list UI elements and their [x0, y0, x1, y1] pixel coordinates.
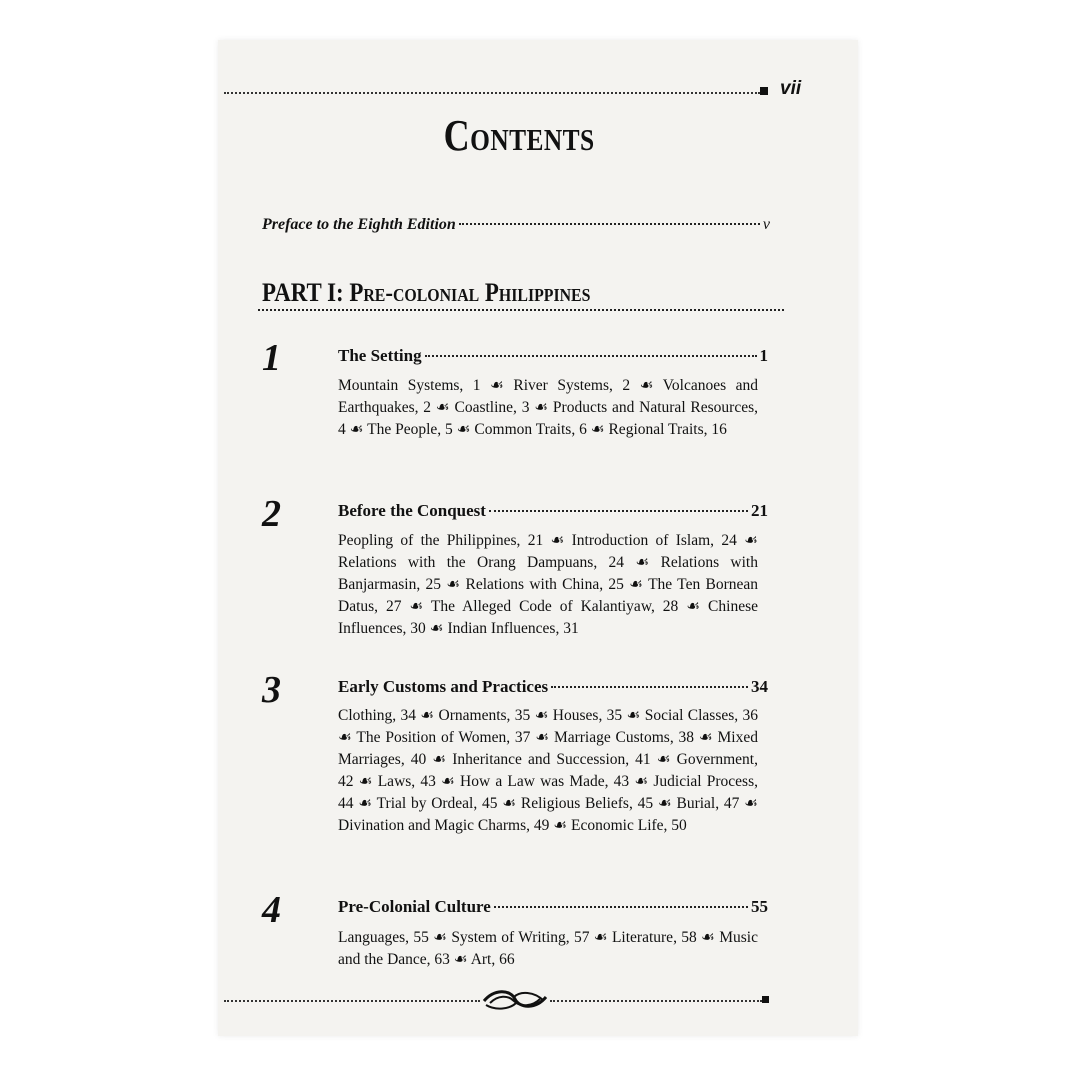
header-dotted-rule: [224, 92, 760, 94]
chapter-description: Peopling of the Philippines, 21 ☙ Introduction of Islam, 24 ☙ Relations with the Orang Dampuans, 24 ☙ Relations with Banjarmasin, 25 ☙ Relations with China, 25 ☙ The Ten Bornean Datus, 27 ☙ The Alleged Code of Kalantiyaw, 28 ☙ Chinese Influences, 30 ☙ Indian Influences, 31: [338, 532, 758, 637]
dot-leader: [459, 223, 760, 225]
part-heading: [262, 278, 590, 308]
footer-dotted-rule-right: [550, 1000, 762, 1002]
footer-dotted-rule-left: [224, 1000, 480, 1002]
preface-entry: [262, 216, 770, 234]
swirl-flourish-icon: [480, 985, 550, 1015]
header-square-icon: [760, 87, 768, 95]
footer-square-icon: [762, 996, 769, 1003]
dot-leader: [494, 906, 748, 908]
chapter-description: Languages, 55 ☙ System of Writing, 57 ☙ Literature, 58 ☙ Music and the Dance, 63 ☙ Art, 66: [338, 929, 758, 968]
chapter-page: 1: [759, 346, 768, 365]
chapter-page: 34: [751, 677, 768, 696]
part-name: Pre-colonial Philippines: [349, 278, 591, 307]
preface-page: v: [762, 216, 770, 233]
chapter-description: Clothing, 34 ☙ Ornaments, 35 ☙ Houses, 35 ☙ Social Classes, 36 ☙ The Position of Women, 37 ☙ Marriage Customs, 38 ☙ Mixed Marriages, 40 ☙ Inheritance and Succession, 41 ☙ Government, 42 ☙ Laws, 43 ☙ How a Law was Made, 43 ☙ Judicial Process, 44 ☙ Trial by Ordeal, 45 ☙ Religious Beliefs, 45 ☙ Burial, 47 ☙ Divination and Magic Charms, 49 ☙ Economic Life, 50: [338, 707, 758, 834]
dot-leader: [489, 510, 748, 512]
chapter-title: The Setting: [338, 346, 422, 365]
chapter-number: 1: [262, 337, 281, 379]
part-dotted-rule: [258, 309, 784, 311]
part-prefix: PART I:: [262, 278, 350, 307]
dot-leader: [425, 355, 757, 357]
chapter-page: 21: [751, 501, 768, 520]
chapter-number: 4: [262, 889, 281, 931]
page-number: vii: [780, 78, 802, 99]
chapter-title: Before the Conquest: [338, 501, 486, 520]
chapter-page: 55: [751, 897, 768, 916]
chapter-number: 3: [262, 669, 281, 711]
dot-leader: [551, 686, 748, 688]
chapter-title-entry: [338, 346, 768, 366]
chapter-description: Mountain Systems, 1 ☙ River Systems, 2 ☙ Volcanoes and Earthquakes, 2 ☙ Coastline, 3 ☙ Products and Natural Resources, 4 ☙ The People, 5 ☙ Common Traits, 6 ☙ Regional Traits, 16: [338, 377, 758, 438]
contents-title: Contents: [443, 111, 595, 160]
chapter-title-entry: [338, 897, 768, 917]
chapter-title: Pre-Colonial Culture: [338, 897, 491, 916]
preface-label: Preface to the Eighth Edition: [262, 216, 456, 233]
chapter-number: 2: [262, 493, 281, 535]
chapter-title: Early Customs and Practices: [338, 677, 549, 696]
chapter-title-entry: [338, 501, 768, 521]
chapter-title-entry: [338, 677, 768, 697]
